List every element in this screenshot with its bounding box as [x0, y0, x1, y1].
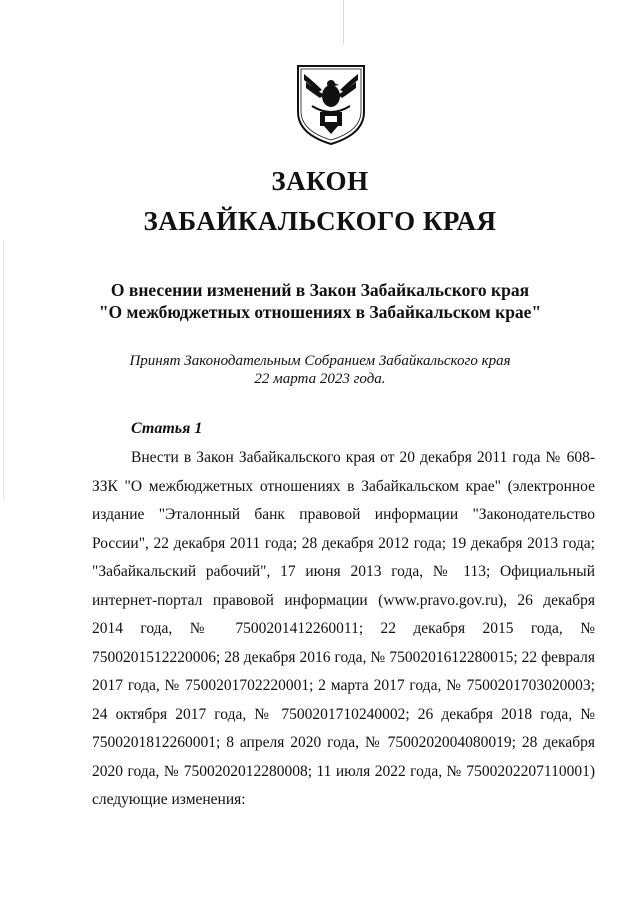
law-subject-line-1: О внесении изменений в Закон Забайкальского края: [110, 280, 530, 300]
article-body: [92, 444, 595, 815]
law-title: ЗАКОН: [271, 166, 369, 196]
scan-artifact-line: [3, 240, 4, 500]
article-paragraph: Внести в Закон Забайкальского края от 20 декабря 2011 года № 608-ЗЗК "О межбюджетных отношениях в Забайкальском крае" (электронное издание "Эталонный банк правовой информации "Законодательство России", 22 декабря 2011 года; 28 декабря 2012 года; 19 декабря 2013 года; "Забайкальский рабочий", 17 июня 2013 года, № 113; Официальный интернет-портал правовой информации (www.pravo.gov.ru), 26 декабря 2014 года, № 7500201412260011; 22 декабря 2015 года, № 7500201512220006; 28 декабря 2016 года, № 7500201612280015; 22 февраля 2017 года, № 7500201702220001; 2 марта 2017 года, № 7500201703020003; 24 октября 2017 года, № 7500201710240002; 26 декабря 2018 года, № 7500201812260001; 8 апреля 2020 года, № 7500202004080019; 28 декабря 2020 года, № 7500202012280008; 11 июля 2022 года, № 7500202207110001) следующие изменения:: [92, 449, 595, 808]
law-subject-line-2: "О межбюджетных отношениях в Забайкальском крае": [98, 302, 542, 322]
scan-artifact-line: [343, 0, 344, 44]
adoption-note-line-1: Принят Законодательным Собранием Забайкальского края: [129, 353, 511, 369]
adoption-date: 22 марта 2023 года.: [254, 371, 386, 387]
article-heading: Статья 1: [131, 420, 203, 437]
region-title: ЗАБАЙКАЛЬСКОГО КРАЯ: [143, 206, 497, 236]
coat-of-arms-icon: [292, 62, 370, 146]
